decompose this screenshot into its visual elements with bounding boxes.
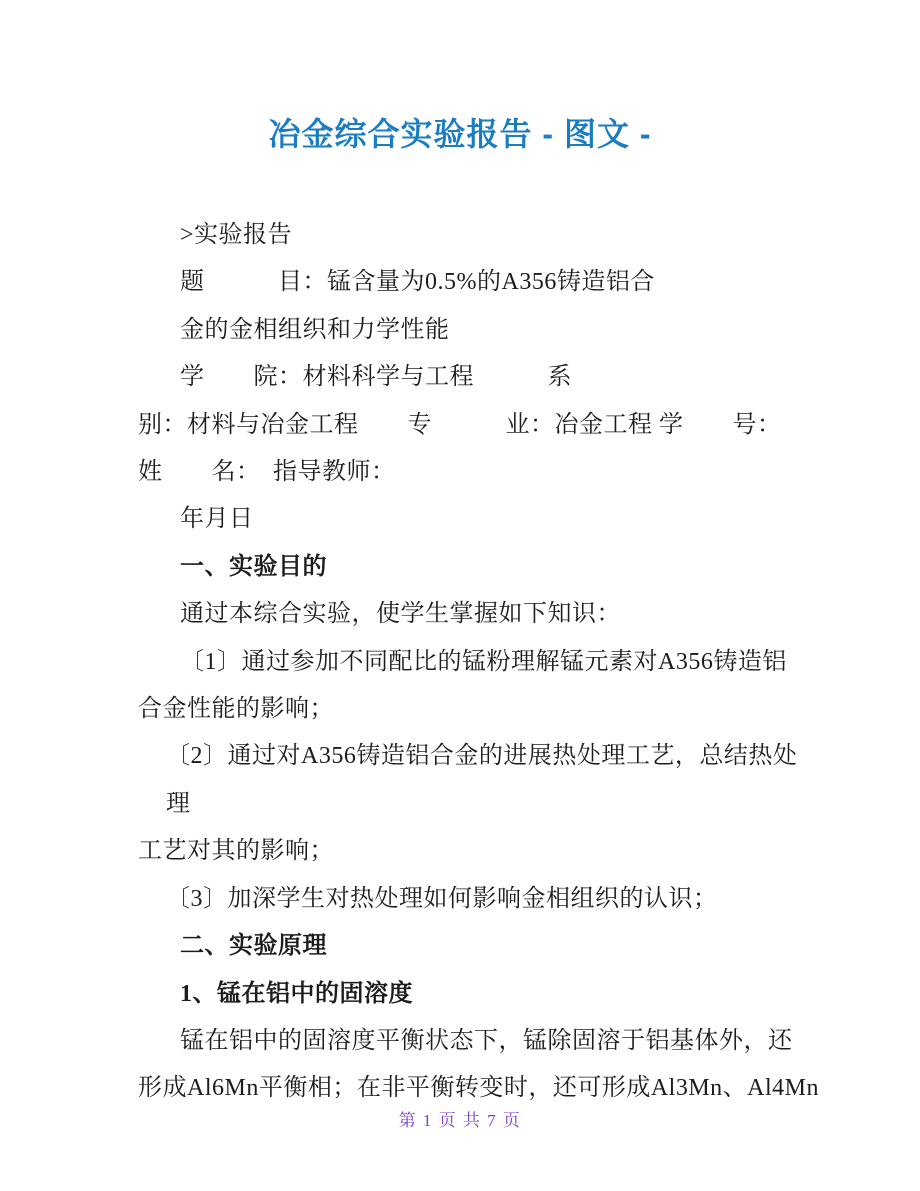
page-number-footer: 第 1 页 共 7 页 <box>398 1111 522 1130</box>
heading-experiment-principle: 二、实验原理 <box>180 933 327 960</box>
document-title: 冶金综合实验报告 - 图文 - <box>268 116 652 152</box>
doc-line-date: 年月日 <box>180 506 254 533</box>
doc-line-topic: 题 目：锰含量为0.5%的A356铸造铝合 <box>180 269 655 296</box>
doc-line-name-advisor: 姓 名： 指导教师： <box>138 459 396 486</box>
heading-experiment-purpose: 一、实验目的 <box>180 553 327 580</box>
doc-line-item1: 〔1〕通过参加不同配比的锰粉理解锰元素对A356铸造铝 <box>180 648 787 675</box>
subheading-mn-solubility: 1、锰在铝中的固溶度 <box>180 980 413 1007</box>
doc-line-item2-cont: 工艺对其的影响； <box>138 838 334 865</box>
doc-line-intro: 通过本综合实验，使学生掌握如下知识： <box>180 601 621 628</box>
document-body <box>138 212 820 1113</box>
doc-line-department: 别：材料与冶金工程 专 业：冶金工程 学 号： <box>138 411 782 438</box>
doc-line-report-label: >实验报告 <box>180 222 293 248</box>
doc-line-college: 学 院：材料科学与工程 系 <box>180 364 572 391</box>
doc-line-principle-cont: 形成Al6Mn平衡相；在非平衡转变时，还可形成Al3Mn、Al4Mn <box>138 1075 820 1102</box>
doc-line-item1-cont: 合金性能的影响； <box>138 696 334 723</box>
doc-line-principle: 锰在铝中的固溶度平衡状态下，锰除固溶于铝基体外，还 <box>180 1027 793 1054</box>
doc-line-item2: 〔2〕通过对A356铸造铝合金的进展热处理工艺，总结热处理 <box>166 743 798 817</box>
doc-line-topic-cont: 金的金相组织和力学性能 <box>180 316 450 343</box>
doc-line-item3: 〔3〕加深学生对热处理如何影响金相组织的认识； <box>166 885 718 912</box>
